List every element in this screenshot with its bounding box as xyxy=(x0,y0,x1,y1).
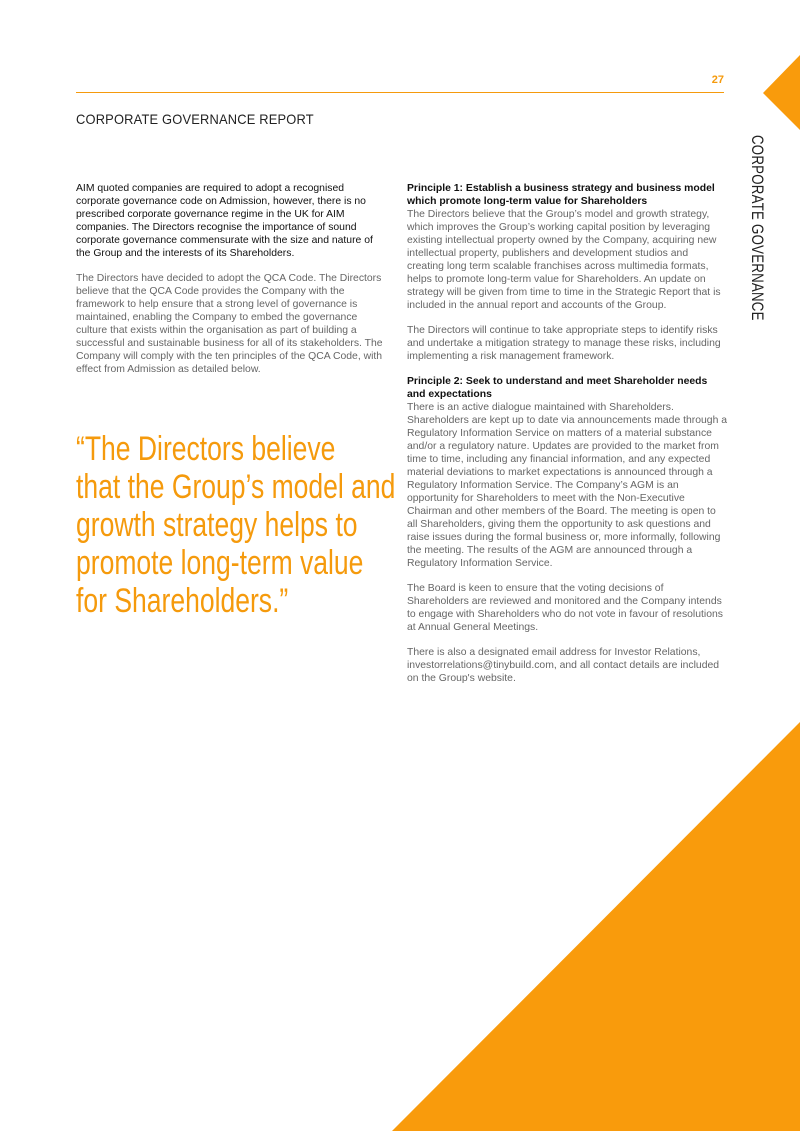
right-column xyxy=(407,182,727,697)
principle-1-paragraph: The Directors will continue to take appropriate steps to identify risks and undertake a mitigation strategy to manage these risks, including implementing a risk management framework. xyxy=(407,325,721,362)
principle-2-paragraph: There is also a designated email address for Investor Relations, investorrelations@tinybuild.com, and all contact details are included on the Group's website. xyxy=(407,647,720,684)
header-rule xyxy=(76,92,724,93)
intro-paragraph: AIM quoted companies are required to adopt a recognised corporate governance code on Admission, however, there is no prescribed corporate governance regime in the UK for AIM companies. The Directors recognise the importance of sound corporate governance commensurate with the size and nature of the Group and the interests of its Shareholders. xyxy=(76,183,373,259)
principle-1-heading: Principle 1: Establish a business strategy and business model which promote long-term value for Shareholders xyxy=(407,183,715,207)
section-side-tab: CORPORATE GOVERNANCE xyxy=(748,135,767,321)
page-number: 27 xyxy=(711,74,724,86)
bottom-triangle-decoration xyxy=(392,722,800,1131)
left-column xyxy=(76,182,388,388)
principle-2-heading: Principle 2: Seek to understand and meet Shareholder needs and expectations xyxy=(407,376,708,400)
qca-code-paragraph: The Directors have decided to adopt the QCA Code. The Directors believe that the QCA Code provides the Company with the framework to help ensure that a strong level of governance is maintained, enabling the Company to embed the governance culture that exists within the organisation as part of building a successful and sustainable business for all of its stakeholders. The Company will comply with the ten principles of the QCA Code, with effect from Admission as detailed below. xyxy=(76,273,383,375)
page-title: CORPORATE GOVERNANCE REPORT xyxy=(76,111,314,127)
principle-2-paragraph: There is an active dialogue maintained with Shareholders. Shareholders are kept up to date via announcements made through a Regulatory Information Service on matters of a material substance and/or a regulatory nature. Updates are provided to the market from time to time, including any financial information, and any expected material deviations to market expectations is announced through a Regulatory Information Service. The Company’s AGM is an opportunity for Shareholders to meet with the Non-Executive Chairman and other members of the Board. The meeting is open to all Shareholders, giving them the opportunity to ask questions and raise issues during the formal business or, more informally, following the meeting. The results of the AGM are announced through a Regulatory Information Service. xyxy=(407,402,728,569)
top-triangle-decoration xyxy=(763,55,800,130)
pull-quote: “The Directors believe that the Group’s model and growth strategy helps to promote long-term value for Shareholders.” xyxy=(76,430,396,620)
principle-2-paragraph: The Board is keen to ensure that the voting decisions of Shareholders are reviewed and monitored and the Company intends to engage with Shareholders who do not vote in favour of resolutions at Annual General Meetings. xyxy=(407,583,723,633)
principle-1-paragraph: The Directors believe that the Group’s model and growth strategy, which improves the Group’s working capital position by leveraging existing intellectual property owned by the Company, acquiring new intellectual property, publishers and development studios and creating long term scalable franchises across multimedia formats, helps to promote long-term value for Shareholders. An update on strategy will be given from time to time in the Strategic Report that is included in the annual report and accounts of the Group. xyxy=(407,209,721,311)
